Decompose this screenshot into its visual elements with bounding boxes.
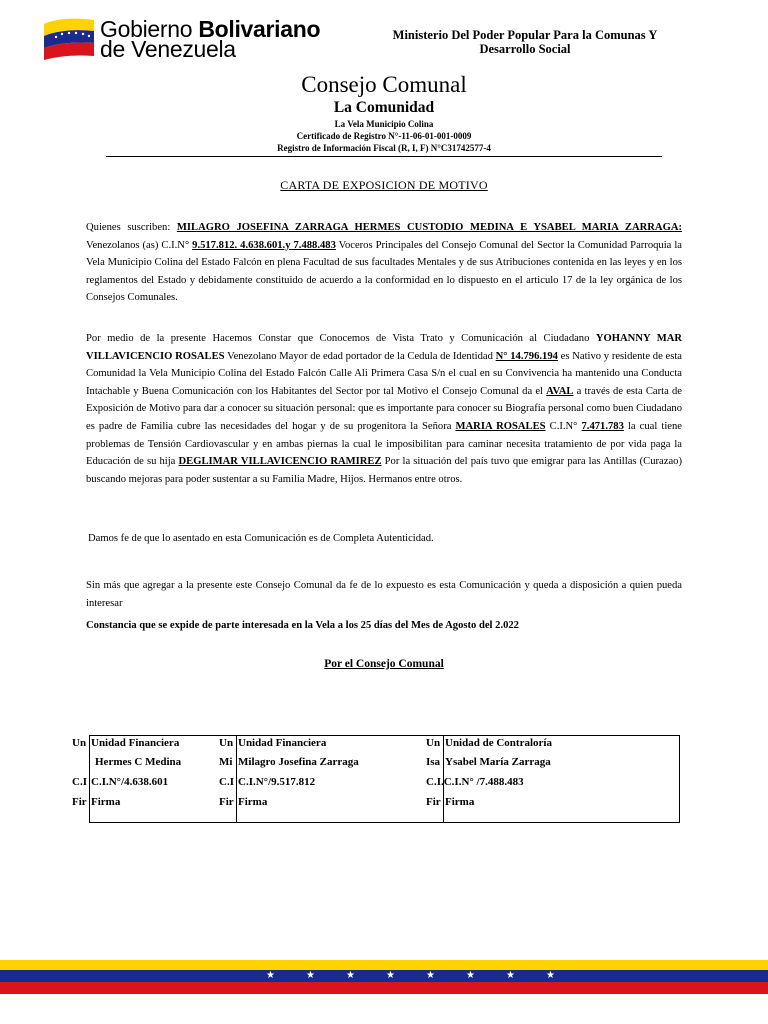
- col1-ci: C.I.N°/4.638.601: [91, 776, 169, 788]
- paragraph-authenticity: Damos fe de que lo asentado en esta Comunicación es de Completa Autenticidad.: [88, 533, 434, 544]
- col3-name: Ysabel María Zarraga: [445, 756, 551, 768]
- flag-blue-stripe: [0, 970, 768, 982]
- star-icon: ★: [266, 970, 275, 981]
- table-border-left: [89, 735, 90, 823]
- flag-footer-band: [0, 960, 768, 994]
- header-divider: [106, 156, 662, 157]
- star-icon: ★: [306, 970, 315, 981]
- aval-word: AVAL: [546, 385, 574, 397]
- col2-unit: Unidad Financiera: [238, 737, 327, 749]
- community-location: La Vela Municipio Colina: [334, 119, 434, 129]
- letter-title: CARTA DE EXPOSICION DE MOTIVO: [280, 178, 488, 192]
- col3-ci: C.I.C.I.N° /7.488.483: [426, 776, 524, 788]
- logo-line-1: Gobierno Bolivariano: [100, 16, 321, 42]
- signer-ids: 9.517.812. 4.638.601.y 7.488.483: [192, 239, 336, 251]
- col2-name-overlap: Mi: [219, 756, 233, 768]
- col1-firma-overlap: Fir: [72, 796, 87, 808]
- star-icon: ★: [546, 970, 555, 981]
- page-title: Consejo Comunal: [301, 72, 467, 97]
- tax-id: Registro de Información Fiscal (R, I, F) N°C31742577-4: [277, 143, 491, 153]
- constancia-line: Constancia que se expide de parte interesada en la Vela a los 25 días del Mes de Agosto del 2.022: [86, 620, 519, 631]
- col3-firma-overlap: Fir: [426, 796, 441, 808]
- gobierno-bolivariano-logo: [42, 14, 352, 62]
- star-icon: ★: [426, 970, 435, 981]
- citizen-name: YOHANNY MAR VILLAVICENCIO ROSALES: [86, 333, 682, 362]
- star-icon: ★: [346, 970, 355, 981]
- daughter-name: DEGLIMAR VILLAVICENCIO RAMIREZ: [178, 456, 382, 468]
- signer-names: MILAGRO JOSEFINA ZARRAGA HERMES CUSTODIO MEDINA E YSABEL MARIA ZARRAGA:: [176, 222, 682, 233]
- community-name: La Comunidad: [333, 99, 435, 116]
- col2-unit-overlap: Un: [219, 737, 234, 749]
- col3-name-overlap: Isa: [426, 756, 441, 768]
- col1-name: Hermes C Medina: [95, 756, 182, 768]
- star-icon: ★: [386, 970, 395, 981]
- logo-line-2: de Venezuela: [100, 36, 236, 62]
- col1-unit-overlap: Un: [72, 737, 87, 749]
- ministry-name: Ministerio Del Poder Popular Para la Comunas Y Desarrollo Social: [392, 28, 658, 56]
- col3-firma: Firma: [445, 796, 475, 808]
- col3-unit-overlap: Un: [426, 737, 441, 749]
- flag-red-stripe: [0, 982, 768, 994]
- col1-ci-overlap: C.I: [72, 776, 87, 788]
- signature-heading: Por el Consejo Comunal: [324, 658, 444, 670]
- table-bottom-border: [89, 822, 680, 823]
- col1-firma: Firma: [91, 796, 121, 808]
- registry-certificate: Certificado de Registro N°-11-06-01-001-0009: [296, 131, 472, 141]
- mother-id: 7.471.783: [581, 420, 624, 432]
- star-icon: ★: [506, 970, 515, 981]
- flag-yellow-stripe: [0, 960, 768, 970]
- mother-name: MARIA ROSALES: [455, 420, 546, 432]
- col2-ci-overlap: C.I: [219, 776, 234, 788]
- col2-firma-overlap: Fir: [219, 796, 234, 808]
- table-border-right: [679, 735, 680, 823]
- col1-unit: Unidad Financiera: [91, 737, 180, 749]
- citizen-id: N° 14.796.194: [495, 350, 558, 362]
- col2-name: Milagro Josefina Zarraga: [238, 756, 359, 768]
- col3-unit: Unidad de Contraloría: [445, 737, 552, 749]
- col2-ci: C.I.N°/9.517.812: [238, 776, 316, 788]
- paragraph-certification: Por medio de la presente Hacemos Constar que Conocemos de Vista Trato y Comunicación al Ciudadano YOHANNY MAR VILLAVICENCIO ROSALES Venezolano Mayor de edad portador de la Cedula de Identidad N° 14.796.194 es Nativo y residente de esta Comunidad la Vela Municipio Colina del Estado Falcón Calle Ali Primera Casa S/n el cual en su Convivencia ha mantenido una Conducta Intachable y Buena Comunicación con los Habitantes del Sector por tal Motivo el Consejo Comunal da el AVAL a través de esta Carta de Exposición de Motivo para dar a conocer su situación personal: que es importante para conocer su Biografía personal como buen Ciudadano es padre de Familia cubre las necesidades del hogar y de su progenitora la Señora MARIA ROSALES C.I.N° 7.471.783 la cual tiene problemas de Tensión Cardiovascular y en ambas piernas la cual le imposibilitan para caminar necesita tratamiento de por vida paga la Educación de su hija DEGLIMAR VILLAVICENCIO RAMIREZ Por la situación del país tuvo que emigrar para las Antillas (Curazao) buscando mejoras para poder sustentar a su Familia Madre, Hijos. Hermanos entre otros.: [86, 333, 683, 485]
- paragraph-signers: Quienes suscriben: MILAGRO JOSEFINA ZARRAGA HERMES CUSTODIO MEDINA E YSABEL MARIA ZARRAGA: Venezolanos (as) C.I.N° 9.517.812. 4.638.601.y 7.488.483 Voceros Principales del Consejo Comunal del Sector la Comunidad Parroquia la Vela Municipio Colina del Estado Falcón en plena Facultad de sus facultades Mentales y de sus Atribuciones contenida en las leyes y en los reglamentos del Estado y debidamente constituido de acuerdo a la conformidad en lo dispuesto en el articulo 17 de la ley orgánica de los Consejos Comunales.: [86, 222, 683, 304]
- star-icon: ★: [466, 970, 475, 981]
- col2-firma: Firma: [238, 796, 268, 808]
- table-border-col2: [236, 735, 237, 823]
- venezuela-flag-icon: [42, 16, 96, 60]
- paragraph-closing: Sin más que agregar a la presente este Consejo Comunal da fe de lo expuesto es esta Comunicación y queda a disposición a quien pueda interesar: [86, 580, 682, 609]
